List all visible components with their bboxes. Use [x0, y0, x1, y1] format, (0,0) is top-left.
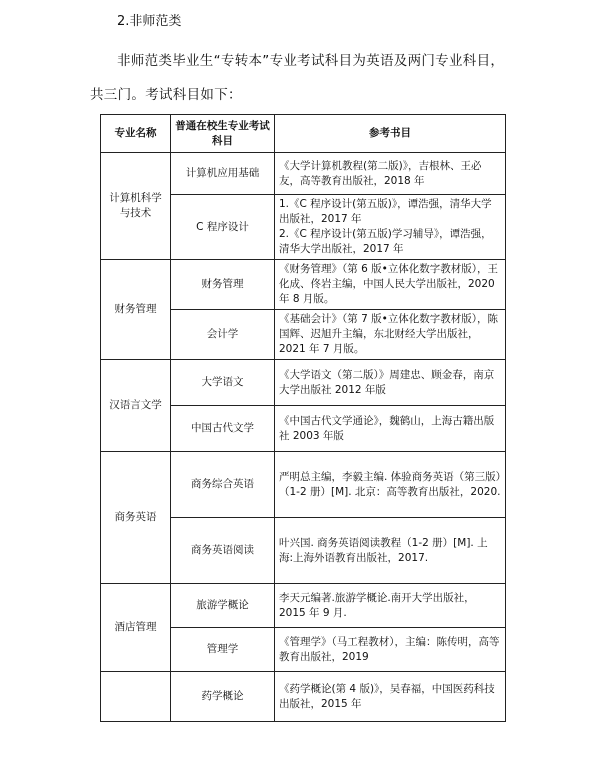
reference-book	[275, 195, 506, 260]
book-entry: 《中国古代文学通论》，魏鹤山，上海古籍出版社 2003 年版	[279, 414, 495, 442]
reference-book	[275, 153, 506, 195]
reference-book	[275, 360, 506, 406]
table-row	[101, 360, 506, 406]
exam-subject: C 程序设计	[171, 195, 275, 260]
exam-subject: 会计学	[171, 310, 275, 360]
exam-subject: 财务管理	[171, 260, 275, 310]
table-row	[101, 672, 506, 722]
book-entry: 《财务管理》（第 6 版•立体化数字教材版），王化成、佟岩主编，中国人民大学出版社，2020 年 8 月版。	[279, 263, 499, 305]
book-entry: 《药学概论(第 4 版)》，吴春福，中国医药科技出版社，2015 年	[279, 682, 495, 710]
reference-book	[275, 672, 506, 722]
exam-subject: 药学概论	[171, 672, 275, 722]
major-name: 汉语言文学	[101, 360, 171, 452]
book-entry: 1.《C 程序设计(第五版)》，谭浩强，清华大学出版社，2017 年	[279, 198, 492, 225]
book-entry: 严明总主编，李毅主编. 体验商务英语（第三版）（1-2 册）[M]. 北京：高等教育出版社，2020.	[279, 470, 501, 498]
exam-subject: 中国古代文学	[171, 406, 275, 452]
book-entry: 李天元编著.旅游学概论.南开大学出版社，2015 年 9 月.	[279, 591, 475, 619]
reference-book	[275, 310, 506, 360]
exam-subject: 大学语文	[171, 360, 275, 406]
header-subject: 普通在校生专业考试科目	[171, 115, 275, 153]
book-entry: 《大学计算机教程(第二版)》，吉根林、王必友，高等教育出版社，2018 年	[279, 159, 482, 187]
table-header-row	[101, 115, 506, 153]
reference-book	[275, 584, 506, 628]
table-row	[101, 584, 506, 628]
exam-subject: 旅游学概论	[171, 584, 275, 628]
major-name: 财务管理	[101, 260, 171, 360]
table-row	[101, 452, 506, 518]
table-row	[101, 153, 506, 195]
exam-subject: 计算机应用基础	[171, 153, 275, 195]
reference-book	[275, 518, 506, 584]
major-name	[101, 672, 171, 722]
section-heading: 2.非师范类	[117, 14, 182, 29]
book-entry: 叶兴国. 商务英语阅读教程（1-2 册）[M]. 上海:上海外语教育出版社，2017.	[279, 536, 488, 564]
reference-book	[275, 452, 506, 518]
major-name: 商务英语	[101, 452, 171, 584]
header-books: 参考书目	[275, 115, 506, 153]
book-entry: 2.《C 程序设计(第五版)学习辅导》，谭浩强，清华大学出版社，2017 年	[279, 228, 492, 255]
exam-subjects-table	[100, 114, 506, 722]
table-row	[101, 260, 506, 310]
intro-paragraph: 非师范类毕业生“专转本”专业考试科目为英语及两门专业科目，共三门。考试科目如下：	[90, 53, 505, 103]
book-entry: 《管理学》（马工程教材），主编：陈传明，高等教育出版社，2019	[279, 635, 500, 663]
exam-subject: 商务综合英语	[171, 452, 275, 518]
reference-book	[275, 406, 506, 452]
header-major: 专业名称	[101, 115, 171, 153]
exam-subject: 管理学	[171, 628, 275, 672]
book-entry: 《基础会计》（第 7 版•立体化数字教材版），陈国辉、迟旭升主编，东北财经大学出版社，2021 年 7 月版。	[279, 313, 499, 355]
book-entry: 《大学语文（第二版）》周建忠、顾金春，南京大学出版社 2012 年版	[279, 368, 495, 396]
major-name: 计算机科学与技术	[101, 153, 171, 260]
reference-book	[275, 628, 506, 672]
reference-book	[275, 260, 506, 310]
major-name: 酒店管理	[101, 584, 171, 672]
exam-subject: 商务英语阅读	[171, 518, 275, 584]
